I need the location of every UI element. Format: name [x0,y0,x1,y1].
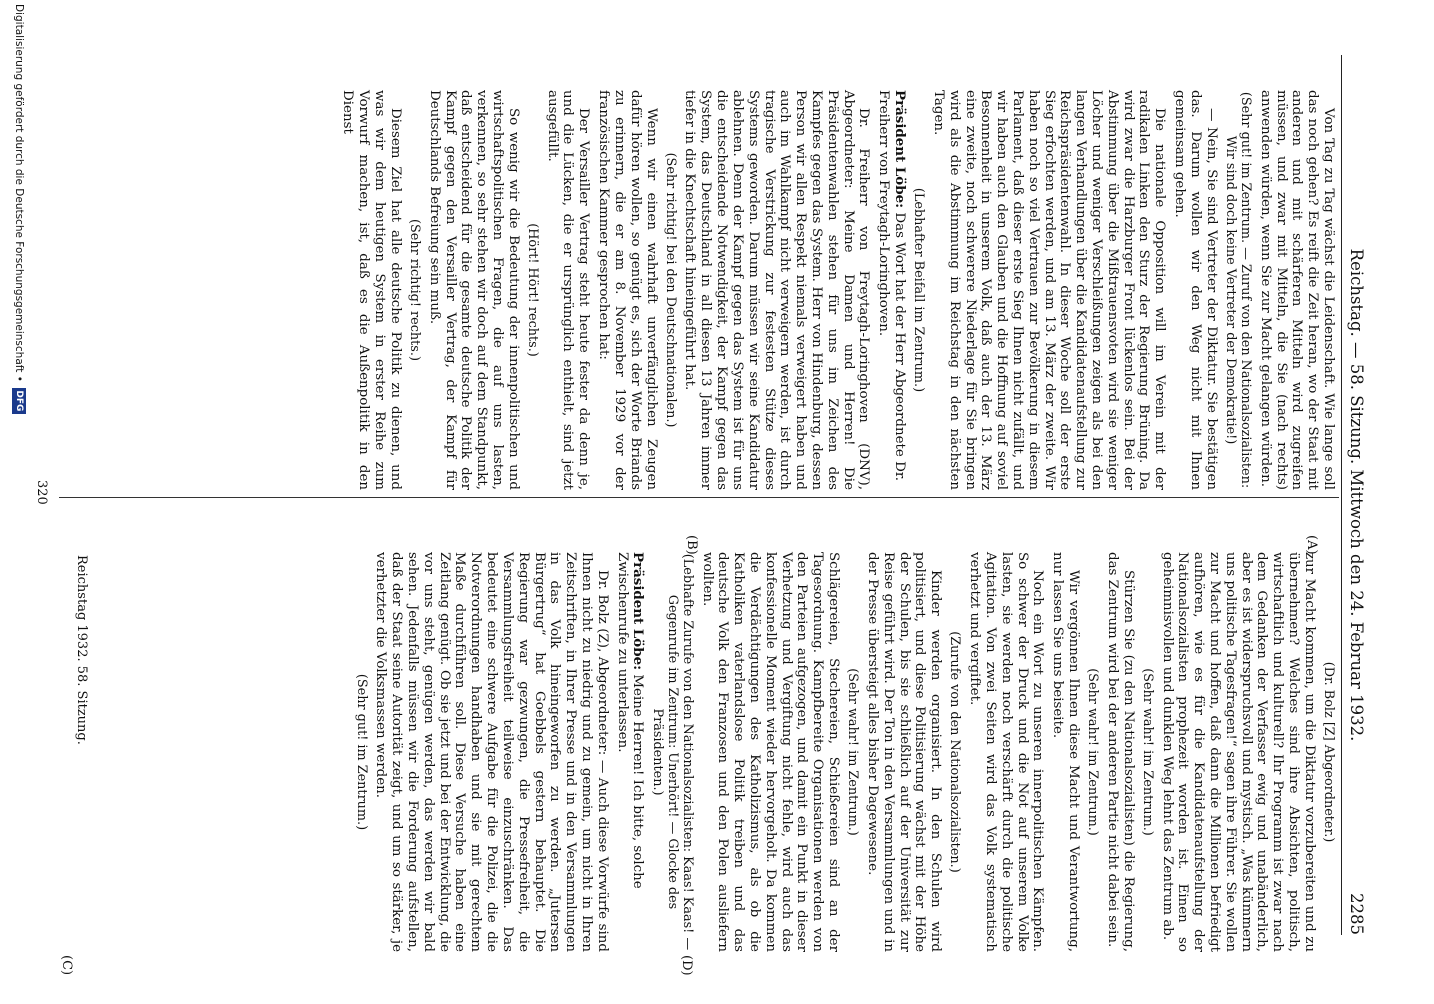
speaker-continuation: (Dr. Bolz [Z] Abgeordneter.) [1321,661,1336,843]
paragraph: Die nationale Opposition will im Verein mit der radikalen Linken den Sturz der Regierung Brüning. Da wird zwar die Harzburger Front lückenlos sein. Bei der Abstimmung über die Mißtrauensvoten wird sie weniger Löcher und weniger Verschleißungen zeigen als bei den langen Verhandlungen über die Kandidatenaufstellung zur Reichspräsidentenwahl. In dieser Woche soll der erste Sieg erfochten werden, und am 13. März der zweite. Wir haben noch so viel Vertrauen zur Bevölkerung in diesem Parlament, daß dieser erste Sieg Ihnen nicht zufällt, und wir haben auch den Glauben und die Hoffnung auf soviel Besonnenheit in unserem Volk, daß auch der 13. März eine zweite, noch schwerere Niederlage für Sie bringen wird als die Abstimmung im Reichstag in den nächsten Tagen. [930,90,1168,490]
interjection: (Lebhafte Zurufe von den Nationalsozialisten: Kaas! Kaas! — Gegenrufe im Zentrum: Unerhört! — Glocke des Präsidenten.) [649,553,695,951]
header-title: Reichstag. — 58. Sitzung. Mittwoch den 24. Februar 1932. [1347,248,1366,742]
margin-marker-d: (D) [679,955,694,976]
paragraph: Schlägereien, Stechereien, Schießereien sind an der Tagesordnung. Kampfbereite Organisationen werden von den Parteien aufgezogen, und damit ein Punkt in dieser Verhetzung und Vergiftung nicht fehle, wird auch das konfessionelle Moment wieder hervorgeholt. Da kommen die Verdächtigungen des Katholizismus, als ob die Katholiken vaterlandslose Politik treiben und das deutsche Volk den Franzosen und den Polen ausliefern wollten. [699,552,842,952]
running-header [1341,55,1366,935]
paragraph: Dr. Freiherr von Freytagh-Loringhoven (DNV), Abgeordneter: Meine Damen und Herren! Die Präsidentenwahlen stehen für uns im Zeichen des Kampfes gegen das System. Herr von Hindenburg, dessen Person wir allen Respekt niemals verweigert haben und auch im Wahlkampf nicht verweigern werden, ist durch tragische Verstrickung zur festesten Stütze dieses Systems geworden. Darum müssen wir seine Kandidatur ablehnen. Denn der Kampf gegen das System ist für uns die entscheidende Notwendigkeit, der Kampf gegen das System, das Deutschland in all diesen 13 Jahren immer tiefer in die Knechtschaft hineingeführt hat. [682,90,872,490]
interjection: (Hört! Hört! rechts.) [524,223,540,357]
paragraph: Stürzen Sie (zu den Nationalsozialisten) die Regierung, das Zentrum wird bei der anderen Partie nicht dabei sein. [1104,552,1136,952]
column-divider [59,497,1339,498]
interjection: (Lebhafter Beifall im Zentrum.) [911,187,927,393]
margin-marker-c: (C) [59,955,74,976]
interjection: (Sehr wahr! im Zentrum.) [845,668,861,836]
paragraph: zur Macht kommen, um die Diktatur vorzubereiten und zu übernehmen? Welches sind ihre Absichten, politisch, wirtschaftlich und kulturell? Ihr Programm ist zwar nach dem Gedanken der Verfasser ewig und unabänderlich, aber es ist widerspruchsvoll und mystisch. „Was kümmern uns politische Tagesfragen!“ sagen ihre Führer. Sie wollen zur Macht und hoffen, daß dann die Millionen befriedigt aufhören, wie es für die Kandidatenaufstellung der Nationalsozialisten prophezeit worden ist. Einen so geheimnisvollen und dunklen Weg lehnt das Zentrum ab. [1159,552,1317,952]
interjection: (Zurufe von den Nationalsozialisten.) [947,631,963,873]
sheet-number: 320 [34,480,49,505]
interjection: (Sehr gut! im Zentrum.) [353,673,369,831]
paragraph: So wenig wir die Bedeutung der innenpolitischen und wirtschaftspolitischen Fragen, die auf uns lasten, verkennen, so sehr stehen wir doch auf dem Standpunkt, daß entscheidend für die gesamte deutsche Politik der Kampf gegen den Versailler Vertrag, der Kampf für Deutschlands Befreiung sein muß. [426,90,521,490]
paragraph: Kinder werden organisiert. In den Schulen wird politisiert, und diese Politisierung wächst mit der Höhe der Schulen, bis sie schließlich auf der Universität zur Reise geführt wird. Der Ton in den Versammlungen und in der Presse übersteigt alles bisher Dagewesene. [864,552,944,952]
paragraph: Noch ein Wort zu unseren innerpolitischen Kämpfen. So schwer der Druck und die Not auf unserem Volke lasten, sie werden noch verschärft durch die politische Agitation. Von zwei Seiten wird das Volk systematisch verhetzt und vergiftet. [967,552,1046,952]
speaker-name: Präsident Löbe: [892,90,909,209]
paragraph: Diesem Ziel hat alle deutsche Politik zu dienen, und was wir dem heutigen System in erster Reihe zum Vorwurf machen, ist, daß es die Außenpolitik in den Dienst [340,90,403,490]
paragraph: Dr. Bolz (Z), Abgeordneter: — Auch diese Vorwürfe sind Ihnen nicht zu niedrig und zu gemein, um nicht in Ihren Zeitschriften, in Ihrer Presse und in den Versammlungen in das Volk hineingeworfen zu werden. „Jutersen Bürgertrug“ hat Goebbels gestern behauptet. Die Regierung war gezwungen, die Pressefreiheit, die Versammlungsfreiheit teilweise einzuschränken. Das bedeutet eine schwere Aufgabe für die Polizei, die die Notverordnungen handhaben und sie mit gerechtem Maße durchführen soll. Diese Versuche haben eine Zeitlang genügt. Ob sie jetzt und bei der Entwicklung, die vor uns steht, genügen werden, das werden wir bald sehen. Jedenfalls müssen wir die Forderung aufstellen, daß der Staat seine Autorität zeigt, und um so stärker, je verhetzter die Volksmassen werden. [373,552,610,952]
interjection: (Sehr wahr! im Zentrum.) [1085,668,1101,836]
page-number: 2285 [1347,893,1366,935]
digitization-credit [12,0,26,1004]
speaker-statement [875,90,907,490]
dfg-logo-icon: DFG [12,388,26,414]
paragraph: Wenn wir einen wahrhaft unverfänglichen Zeugen dafür hören wollen, so genügt es, sich der Worte Briands zu erinnern, die er am 8. November 1929 vor der französischen Kammer gesprochen hat: [596,90,659,490]
quotation: Der Versailler Vertrag steht heute fester da denn je, und die Lücken, die er ursprünglich enthielt, sind jetzt ausgefüllt. [544,90,592,490]
interjection: (Sehr richtig! rechts.) [406,219,422,361]
paragraph: — Nein, Sie sind Vertreter der Diktatur. Sie bestätigen das. Darum wollen wir den Weg nicht mit Ihnen gemeinsam gehen. [1172,90,1219,490]
credit-text: Digitalisierung gefördert durch die Deutsche Forschungsgemeinschaft • [13,4,26,382]
margin-marker-b: (B) [684,535,699,555]
speaker-name: Präsident Löbe: [630,552,647,671]
speaker-statement [614,552,646,952]
speaker-text: Das Wort hat der Herr Abgeordnete Dr. Freiherr von Freytagh-Loringhoven. [876,90,908,482]
session-footer: Reichstag 1932. 58. Sitzung. [74,555,89,745]
right-column [336,90,1336,490]
left-column [350,552,1336,952]
speaker-text: Meine Herren! Ich bitte, solche Zwischenrufe zu unterlassen. [614,552,646,889]
margin-marker-a: (A) [1304,535,1319,555]
interjection: (Sehr richtig! bei den Deutschnationalen.) [662,152,678,428]
paragraph: Von Tag zu Tag wächst die Leidenschaft. Wie lange soll das noch gehen? Es reift die Zeit heran, wo der Staat mit anderen und mit schärferen Mitteln wird zugreifen müssen, und zwar mit Mitteln, die Sie (nach rechts) anwenden würden, wenn Sie zur Macht gelangen würden. [1257,90,1336,490]
interjection: (Sehr wahr! im Zentrum.) [1139,668,1155,836]
interjection: (Sehr gut! im Zentrum. — Zuruf von den Nationalsozialisten: Wir sind doch keine Vertreter der Demokratie!) [1222,91,1253,489]
paragraph: Wir vergönnen Ihnen diese Macht und Verantwortung, nur lassen Sie uns beiseite. [1050,552,1081,952]
